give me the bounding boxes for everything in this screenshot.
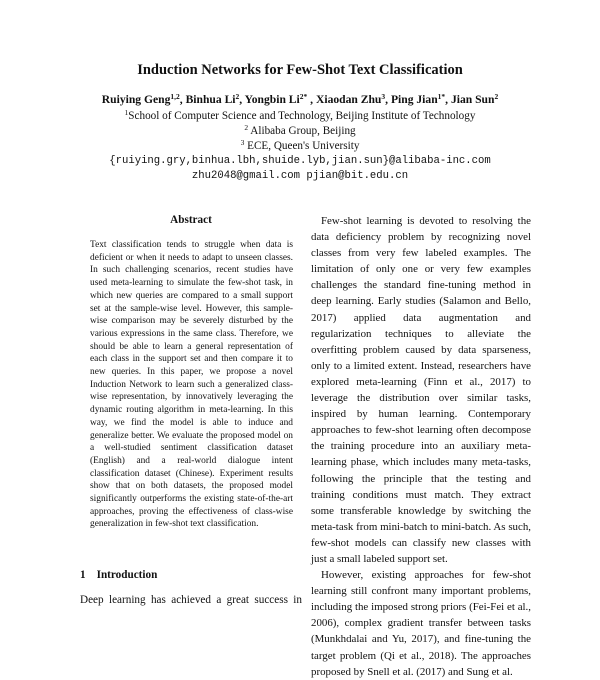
- email-line: zhu2048@gmail.com pjian@bit.edu.cn: [191, 170, 409, 182]
- author: Ruiying Geng$^{1,2}$: [101, 92, 180, 106]
- affiliation: $^3$ ECE, Queen's University: [240, 138, 360, 152]
- affiliation: $^2$ Alibaba Group, Beijing: [244, 123, 356, 137]
- section-number: 1: [80, 569, 86, 581]
- author: Jian Sun$^2$: [450, 92, 499, 106]
- author: Yongbin $Li^{2*}$: [244, 92, 308, 106]
- author: Binhua Li$^2$: [185, 92, 240, 106]
- author-list: Ruiying Geng$^{1,2}$, Binhua Li$^2$, Yongbin $Li^{2*}$ , Xiaodan Zhu$^3$, Ping Jian$^{1*}$, Jian Sun$^2$: [101, 92, 499, 106]
- intro-first-line: Deep learning has achieved a great success in: [80, 594, 302, 606]
- affiliation: $^1$School of Computer Science and Technology, Beijing Institute of Technology: [124, 108, 476, 122]
- paragraph: Few-shot learning is devoted to resolving the data deficiency problem by recognizing novel classes from very few labeled examples. The limitation of only one or very few examples challenges the standard fine-tuning method in deep learning. Early studies (Salamon and Bello, 2017) applied data augmentation and regularization techniques to alleviate the overfitting problem caused by data sparseness, only to a limited extent. Instead, researchers have explored meta-learning (Finn et al., 2017) to leverage the distribution over similar tasks, inspired by human learning. Contemporary approaches to few-shot learning often decompose the training procedure into an auxiliary meta-learning phase, which includes many meta-tasks, following the principle that the testing and training conditions must match. They extract some transferable knowledge by switching the meta-task from mini-batch to mini-batch. As such, few-shot models can classify new classes with just a small labeled support set.: [311, 215, 531, 565]
- abstract-heading: Abstract: [170, 214, 212, 226]
- author: Ping Jian$^{1*}$: [390, 92, 446, 106]
- paragraph: However, existing approaches for few-shot learning still confront many important problems, including the imposed strong priors (Fei-Fei et al., 2006), complex gradient transfer between tasks (Munkhdalai and Yu, 2017), and fine-tuning the target problem (Qi et al., 2018). The approaches proposed by Snell et al. (2017) and Sung et al.: [311, 569, 531, 678]
- author: Xiaodan Zhu$^3$: [315, 92, 386, 106]
- email-line: {ruiying.gry,binhua.lbh,shuide.lyb,jian.sun}@alibaba-inc.com: [109, 155, 491, 167]
- section-heading: [80, 569, 302, 581]
- paper-title: Induction Networks for Few-Shot Text Classification: [137, 62, 463, 78]
- section-title: Introduction: [96, 569, 158, 581]
- right-column-text: [311, 213, 531, 680]
- abstract-text: Text classification tends to struggle when data is deficient or when it needs to adapt to unseen classes. In such challenging scenarios, recent studies have used meta-learning to simulate the few-shot task, in which new queries are compared to a small support set at the sample-wise level. However, this sample-wise comparison may be severely disturbed by the various expressions in the same class. Therefore, we should be able to learn a general representation of each class in the support set and then compare it to new queries. In this paper, we propose a novel Induction Network to learn such a generalized class-wise representation, by innovatively leveraging the dynamic routing algorithm in meta-learning. In this way, we find the model is able to induce and generalize better. We evaluate the proposed model on a well-studied sentiment classification dataset (English) and a real-world dialogue intent classification dataset (Chinese). Experiment results show that on both datasets, the proposed model significantly outperforms the existing state-of-the-art approaches, proving the effectiveness of class-wise generalization in few-shot text classification.: [90, 240, 293, 530]
